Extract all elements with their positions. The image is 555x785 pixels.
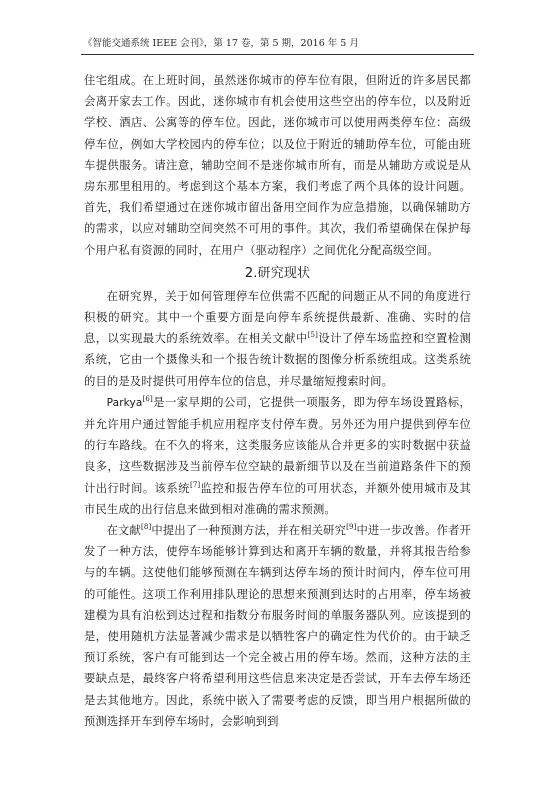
section-heading: 2.研究现状 — [244, 265, 311, 281]
paragraph-text: 监控和报告停车位的可用状态，并额外使用城市及其市民生成的出行信息来做到相对准确的需求预测。 — [84, 481, 472, 516]
paragraph-text: 设计了停车场监控和空置检测系统，它由一个摄像头和一个报告统计数据的图像分析系统组成。这类系统的目的是及时提供可用停车位的信息，并尽量缩短搜索时间。 — [84, 332, 472, 388]
running-header: 《智能交通系统 IEEE 会刊》，第 17 卷，第 5 期，2016 年 5 月 — [83, 38, 359, 49]
paragraph-text: 在文献 — [106, 524, 141, 538]
citation-ref: [8] — [140, 523, 152, 532]
company-name: Parkya — [106, 396, 143, 409]
paragraph-text: 是一家早期的公司，它提供一项服务，即为停车场设置路标，并允许用户通过智能手机应用程序支付停车费。另外还为用户提供到停车位的行车路线。在不久的将来，这类服务应该能从合并更多的实时数据中获益良多，这些数据涉及当前停车位空缺的最新细节以及在当前道路条件下的预计出行时间。该系统 — [84, 395, 471, 495]
paragraph-parkya — [84, 392, 471, 520]
paragraph-prediction — [84, 520, 471, 732]
citation-ref: [5] — [307, 331, 318, 340]
paragraph-continued: 住宅组成。在上班时间，虽然迷你城市的停车位有限，但附近的许多居民都会离开家去工作。因此，迷你城市有机会使用这些空出的停车位，以及附近学校、酒店、公寓等的停车位。因此，迷你城市可以使用两类停车位：高级停车位，例如大学校园内的停车位；以及位于附近的辅助停车位，可能由班车提供服务。请注意，辅助空间不是迷你城市所有，而是从辅助方或说是从房东那里租用的。考虑到这个基本方案，我们考虑了两个具体的设计问题。首先，我们希望通过在迷你城市留出备用空间作为应急措施，以确保辅助方的需求，以应对辅助空间突然不可用的事件。其次，我们希望确保在保护每个用户私有资源的同时，在用户（驱动程序）之间优化分配高级空间。 — [84, 74, 471, 257]
citation-ref: [7] — [189, 480, 201, 489]
citation-ref: [6] — [142, 394, 153, 403]
paragraph-research-field — [84, 286, 471, 392]
paragraph-text: 中进一步改善。作者开发了一种方法，使停车场能够计算到达和离开车辆的数量，并将其报告给参与的车辆。这使他们能够预测在车辆到达停车场的预计时间内，停车位可用的可能性。这项工作利用排队理论的思想来预测到达时的占用率，停车场被建模为具有泊松到达过程和指数分布服务时间的单服务器队列。应该提到的是，使用随机方法显著减少需求是以牺牲客户的确定性为代价的。由于缺乏预订系统，客户有可能到达一个完全被占用的停车场。然而，这种方法的主要缺点是，最终客户将希望利用这些信息来决定是否尝试，开车去停车场还是去其他地方。因此，系统中嵌入了需要考虑的反馈，即当用户根据所做的预测选择开车到停车场时，会影响到到 — [84, 524, 471, 728]
paragraph-text: 在研究界，关于如何管理停车位供需不匹配的问题正从不同的角度进行积极的研究。其中一个重要方面是向停车系统提供最新、准确、实时的信息，以实现最大的系统效率。在相关文献中 — [84, 289, 471, 346]
body-text — [84, 70, 471, 732]
citation-ref: [9] — [346, 523, 357, 532]
header-divider — [81, 54, 474, 55]
paragraph-text: 中提出了一种预测方法，并在相关研究 — [151, 524, 347, 538]
